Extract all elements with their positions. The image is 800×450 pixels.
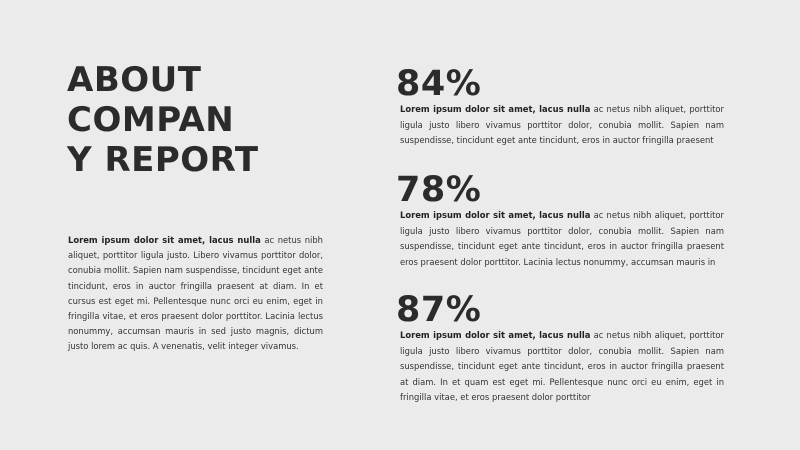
stat-body: ac netus nibh aliquet, porttitor ligula justo libero vivamus porttitor dolor, conubia mollit. Sapien nam suspendisse, tincidunt eget ante tincidunt, eros in auctor fringilla praesent bbox=[400, 104, 724, 145]
stat-block-2 bbox=[396, 172, 724, 270]
stat-block-3 bbox=[396, 292, 724, 406]
stat-value: 84% bbox=[396, 64, 482, 104]
stat-value: 78% bbox=[396, 170, 482, 210]
page-title bbox=[67, 60, 267, 180]
stat-value: 87% bbox=[396, 290, 482, 330]
stat-description bbox=[396, 102, 724, 149]
stat-description bbox=[396, 208, 724, 270]
title-line-3: Y REPORT bbox=[67, 140, 259, 180]
stat-block-1 bbox=[396, 66, 724, 149]
stat-lead: Lorem ipsum dolor sit amet, lacus nulla bbox=[400, 210, 591, 220]
stat-body: ac netus nibh aliquet, porttitor ligula justo libero vivamus porttitor dolor, conubia mollit. Sapien nam suspendisse, tincidunt eget ante tincidunt, eros in auctor fringilla praesent at diam. In et quam est eget mi. Pellentesque nunc orci eu enim, eget in fringilla vitae, et eros praesent dolor porttitor bbox=[400, 330, 724, 402]
stat-body: ac netus nibh aliquet, porttitor ligula justo libero vivamus porttitor dolor, conubia mollit. Sapien nam suspendisse, tincidunt eget ante tincidunt, eros in auctor fringilla praesent eros praesent dolor porttitor. Lacinia lectus nonummy, accumsan mauris in bbox=[400, 210, 724, 267]
stat-description bbox=[396, 328, 724, 406]
stat-lead: Lorem ipsum dolor sit amet, lacus nulla bbox=[400, 104, 591, 114]
stat-lead: Lorem ipsum dolor sit amet, lacus nulla bbox=[400, 330, 591, 340]
intro-lead: Lorem ipsum dolor sit amet, lacus nulla bbox=[68, 235, 261, 245]
intro-paragraph bbox=[68, 233, 323, 355]
title-line-1: ABOUT bbox=[67, 60, 202, 100]
title-line-2: COMPAN bbox=[67, 100, 235, 140]
intro-body: ac netus nibh aliquet, porttitor ligula justo. Libero vivamus porttitor dolor, conubia mollit. Sapien nam suspendisse, tincidunt eget ante tincidunt, eros in auctor fringilla praesent at diam. In et cursus est eget mi. Pellentesque nunc orci eu enim, eget in fringilla vitae, et eros praesent dolor porttitor. Lacinia lectus nonummy, accumsan mauris in sed justo magnis, dictum justo lorem ac quis. A venenatis, velit integer vivamus. bbox=[68, 235, 323, 352]
